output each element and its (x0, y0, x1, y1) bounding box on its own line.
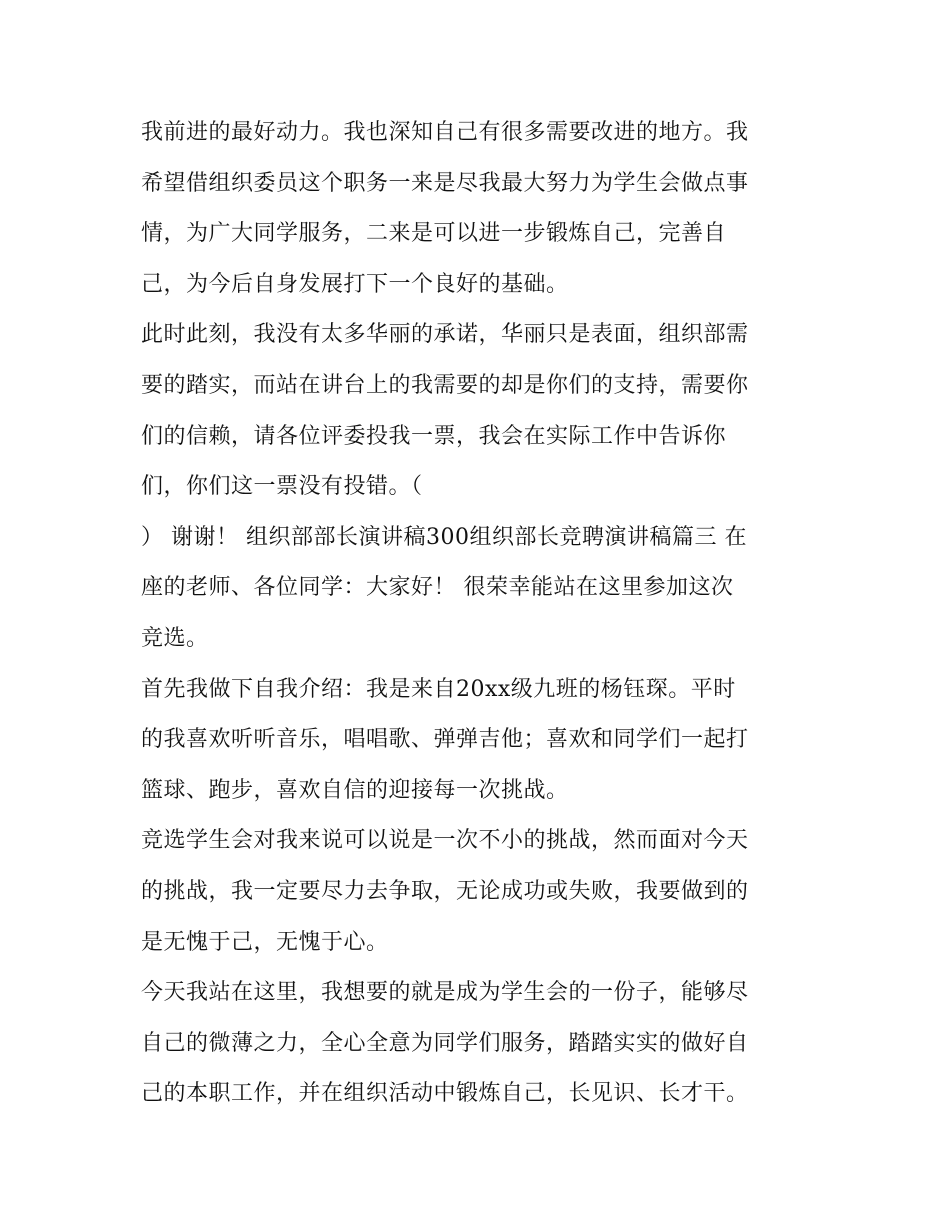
text-line: 篮球、跑步，喜欢自信的迎接每一次挑战。 (141, 777, 569, 803)
text-line: 是无愧于己，无愧于心。 (141, 929, 389, 955)
text-line: 此时此刻，我没有太多华丽的承诺，华丽只是表面，组织部需 (141, 322, 749, 348)
text-line: 自己的微薄之力，全心全意为同学们服务，踏踏实实的做好自 (141, 1030, 749, 1056)
text-line: 的我喜欢听听音乐，唱唱歌、弹弹吉他；喜欢和同学们一起打 (141, 727, 749, 753)
body-text (141, 108, 821, 1120)
text-line: 情，为广大同学服务，二来是可以进一步锻炼自己，完善自 (141, 221, 727, 247)
text-line: 要的踏实，而站在讲台上的我需要的却是你们的支持，需要你 (141, 372, 749, 398)
text-line: 己，为今后自身发展打下一个良好的基础。 (141, 271, 569, 297)
text-line: 今天我站在这里，我想要的就是成为学生会的一份子，能够尽 (141, 980, 749, 1006)
text-line: 竞选学生会对我来说可以说是一次不小的挑战，然而面对今天 (141, 828, 749, 854)
text-line: 们的信赖，请各位评委投我一票，我会在实际工作中告诉你 (141, 423, 727, 449)
text-line: 己的本职工作，并在组织活动中锻炼自己，长见识、长才干。 (141, 1081, 749, 1107)
text-line: 们，你们这一票没有投错。（ (141, 474, 423, 500)
text-line: 希望借组织委员这个职务一来是尽我最大努力为学生会做点事 (141, 170, 749, 196)
text-line: 首先我做下自我介绍：我是来自20xx级九班的杨钰琛。平时 (141, 676, 736, 702)
text-line: 我前进的最好动力。我也深知自己有很多需要改进的地方。我 (141, 120, 749, 145)
text-line: 竞选。 (141, 625, 209, 651)
text-line: 座的老师、各位同学：大家好！ 很荣幸能站在这里参加这次 (141, 575, 734, 601)
text-line: 的挑战，我一定要尽力去争取，无论成功或失败，我要做到的 (141, 878, 749, 904)
text-line: ） 谢谢！ 组织部部长演讲稿300组织部长竞聘演讲稿篇三 在 (141, 524, 747, 550)
